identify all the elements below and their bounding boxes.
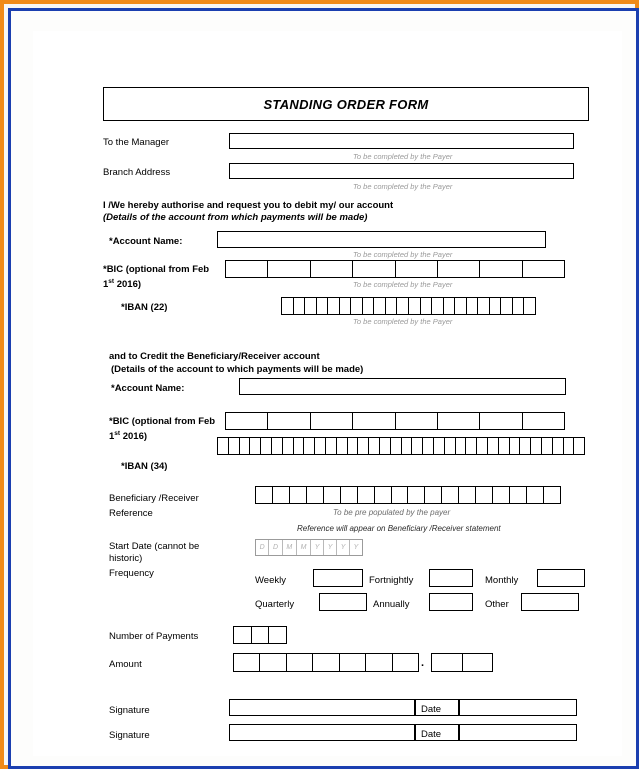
checkbox-frequency-annually[interactable]: [429, 593, 473, 611]
hint-payer-3: To be completed by the Payer: [353, 250, 453, 259]
label-start-date: Start Date (cannot be historic): [109, 541, 200, 564]
document-page: [33, 31, 622, 756]
text-credit-line2: (Details of the account to which payments will be made): [111, 364, 364, 375]
input-signature-2[interactable]: [229, 724, 415, 741]
label-credit-bic-sup: st: [114, 430, 121, 437]
label-debit-account-name: *Account Name:: [109, 236, 183, 247]
form-title-box: [103, 87, 589, 121]
note-reference-statement: Reference will appear on Beneficiary /Receiver statement: [297, 524, 501, 533]
label-frequency-other: Other: [485, 599, 509, 610]
input-start-date[interactable]: D D M M Y Y Y Y: [255, 539, 363, 556]
label-frequency-annually: Annually: [373, 599, 410, 610]
input-debit-bic[interactable]: [225, 260, 565, 278]
label-reference-line2: Reference: [109, 508, 153, 519]
label-number-of-payments: Number of Payments: [109, 631, 199, 642]
checkbox-frequency-weekly[interactable]: [313, 569, 363, 587]
label-debit-bic-text: *BIC (optional from Feb 1: [103, 264, 210, 291]
text-authorise-line1: I /We hereby authorise and request you to debit my/ our account: [103, 200, 394, 211]
label-date-2: Date: [421, 729, 442, 740]
input-debit-iban[interactable]: [281, 297, 536, 315]
label-to-the-manager: To the Manager: [103, 137, 170, 148]
label-signature-2: Signature: [109, 730, 150, 741]
label-debit-bic: [103, 264, 213, 291]
label-debit-bic-tail: 2016): [114, 279, 142, 291]
standing-order-form: [81, 61, 591, 751]
label-credit-account-name: *Account Name:: [111, 383, 185, 394]
input-reference[interactable]: [255, 486, 561, 504]
label-debit-iban: *IBAN (22): [121, 302, 168, 313]
checkbox-frequency-monthly[interactable]: [537, 569, 585, 587]
label-reference-line1: Beneficiary /Receiver: [109, 493, 199, 504]
hint-payer-4: To be completed by the Payer: [353, 280, 453, 289]
label-frequency: Frequency: [109, 568, 154, 579]
input-number-of-payments[interactable]: [233, 626, 287, 644]
input-debit-account-name[interactable]: [217, 231, 546, 248]
label-credit-bic: [109, 416, 221, 443]
input-credit-iban[interactable]: [217, 437, 585, 455]
input-amount-major[interactable]: [233, 653, 419, 672]
text-credit-line1: and to Credit the Beneficiary/Receiver account: [109, 351, 320, 362]
label-signature-1: Signature: [109, 705, 150, 716]
label-date-1: Date: [421, 704, 442, 715]
input-credit-bic[interactable]: [225, 412, 565, 430]
label-credit-iban: *IBAN (34): [121, 461, 168, 472]
input-branch-address[interactable]: [229, 163, 574, 179]
input-date-2[interactable]: [459, 724, 577, 741]
hint-prepopulated: To be pre populated by the payer: [333, 508, 451, 517]
label-frequency-quarterly: Quarterly: [255, 599, 295, 610]
checkbox-frequency-other[interactable]: [521, 593, 579, 611]
amount-decimal-separator: .: [421, 657, 425, 669]
input-amount-minor[interactable]: [431, 653, 493, 672]
label-debit-bic-sup: st: [108, 278, 115, 285]
label-frequency-fortnightly: Fortnightly: [369, 575, 414, 586]
label-frequency-weekly: Weekly: [255, 575, 286, 586]
input-credit-account-name[interactable]: [239, 378, 566, 395]
label-credit-bic-text: *BIC (optional from Feb 1: [109, 416, 216, 443]
label-frequency-monthly: Monthly: [485, 575, 519, 586]
text-authorise-line2: (Details of the account from which payments will be made): [103, 212, 368, 223]
checkbox-frequency-quarterly[interactable]: [319, 593, 367, 611]
input-date-1[interactable]: [459, 699, 577, 716]
label-branch-address: Branch Address: [103, 167, 171, 178]
input-signature-1[interactable]: [229, 699, 415, 716]
label-amount: Amount: [109, 659, 142, 670]
hint-payer-1: To be completed by the Payer: [353, 152, 453, 161]
hint-payer-5: To be completed by the Payer: [353, 317, 453, 326]
hint-payer-2: To be completed by the Payer: [353, 182, 453, 191]
page-title: STANDING ORDER FORM: [263, 97, 429, 112]
checkbox-frequency-fortnightly[interactable]: [429, 569, 473, 587]
input-to-the-manager[interactable]: [229, 133, 574, 149]
decorative-inner-border: [8, 8, 639, 769]
label-credit-bic-tail: 2016): [120, 431, 148, 443]
